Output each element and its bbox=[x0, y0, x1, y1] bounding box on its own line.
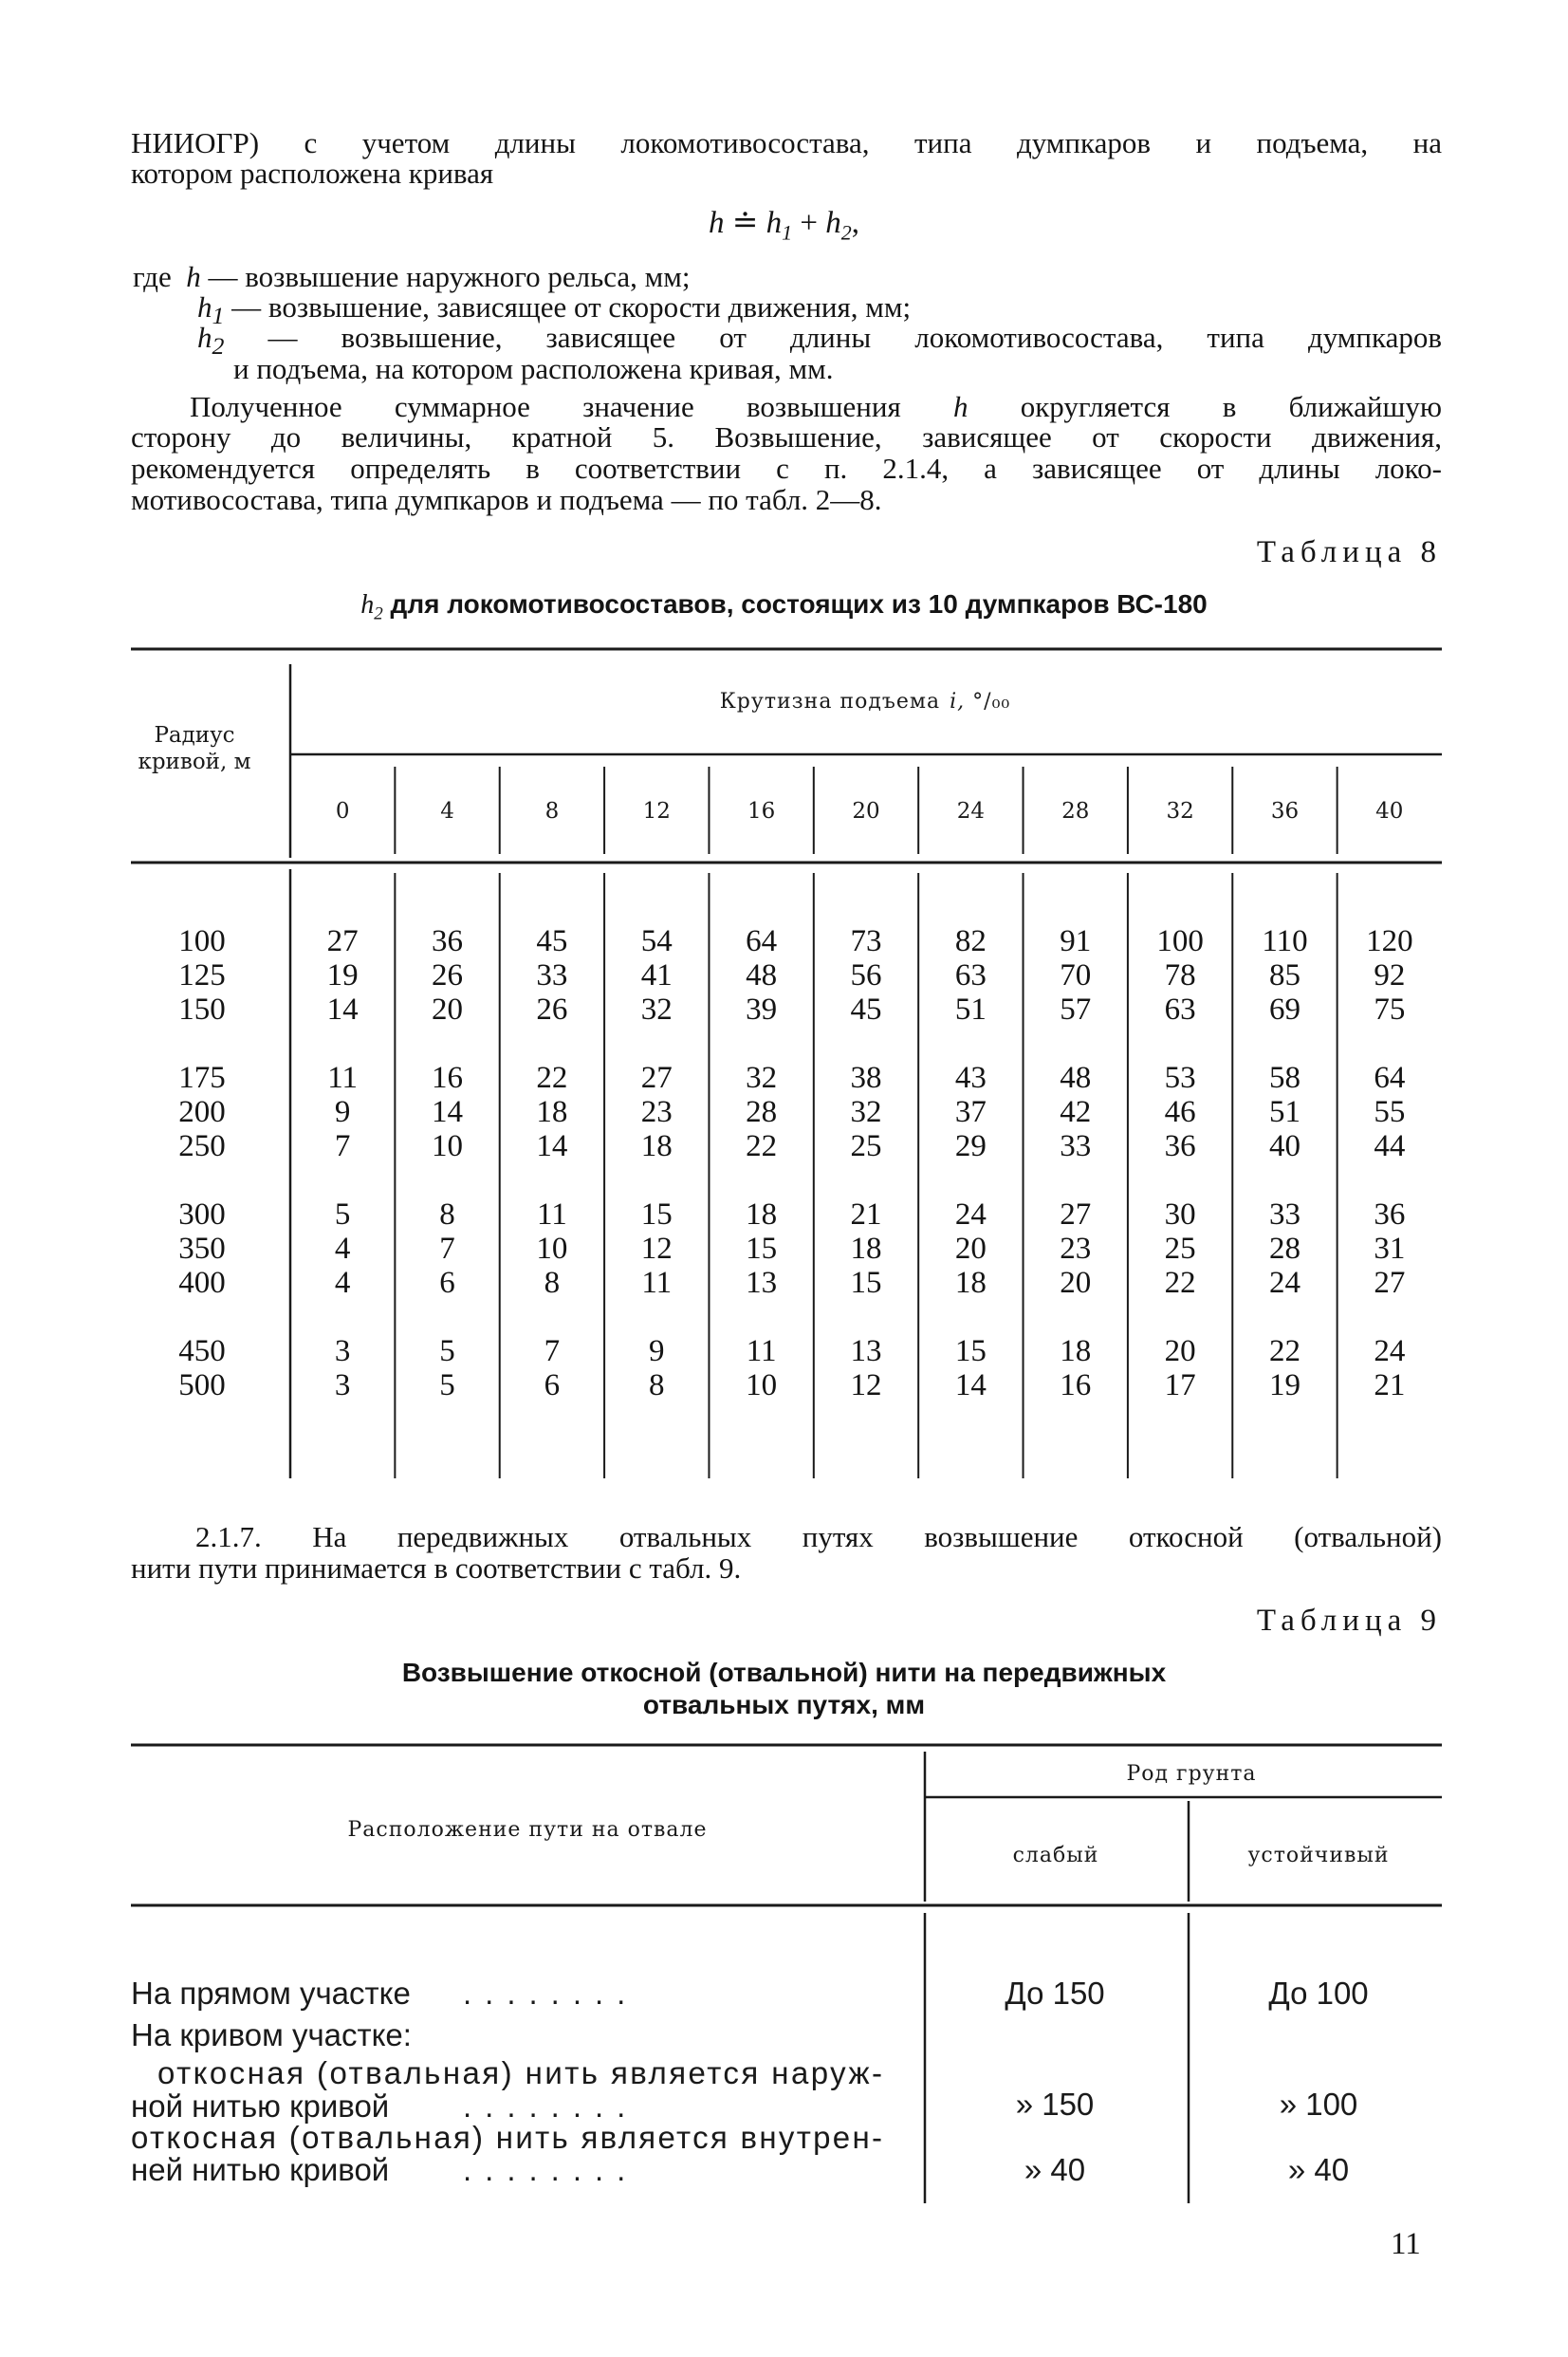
table8-cell: 5 bbox=[334, 1197, 351, 1232]
table8-cell: 20 bbox=[954, 1232, 987, 1266]
table8-cell: 70 bbox=[1060, 958, 1092, 993]
table8-cell: 3 bbox=[334, 1334, 351, 1368]
table8-cell: 32 bbox=[850, 1095, 882, 1129]
table8-cell: 69 bbox=[1268, 993, 1301, 1027]
table8-cell: 18 bbox=[640, 1129, 673, 1163]
table8-cell: 17 bbox=[1164, 1368, 1196, 1402]
table8-cell: 75 bbox=[1374, 993, 1406, 1027]
table8-cell: 6 bbox=[439, 1266, 455, 1300]
table9-row-inner-label-line1: откосная (отвальная) нить является внутрен- bbox=[131, 2120, 882, 2155]
table9-row-inner-stable: » 40 bbox=[1287, 2152, 1350, 2187]
table8-cell: 19 bbox=[326, 958, 359, 993]
table8-cell: 33 bbox=[1060, 1129, 1092, 1163]
table9-row-straight-label: На прямом участке bbox=[131, 1976, 411, 2011]
table8-cell: 28 bbox=[746, 1095, 778, 1129]
table8-cell: 30 bbox=[1164, 1197, 1196, 1232]
table8-cell: 27 bbox=[326, 924, 359, 958]
table8-cell: 11 bbox=[641, 1266, 673, 1300]
intro-line-2: котором расположена кривая bbox=[131, 157, 494, 190]
table8-cell: 20 bbox=[1060, 1266, 1092, 1300]
paragraph2-line-3: рекомендуется определять в соответствии с п. 2.1.4, а зависящее от длины локо- bbox=[131, 452, 1442, 485]
paragraph2-line-4: мотивосостава, типа думпкаров и подъема — по табл. 2—8. bbox=[131, 483, 882, 516]
definition-h: где h — возвышение наружного рельса, мм; bbox=[133, 260, 691, 293]
table8-radius: 150 bbox=[178, 993, 226, 1027]
table8-cell: 11 bbox=[327, 1061, 359, 1095]
table9-col-stable: устойчивый bbox=[1247, 1844, 1390, 1867]
table8-cell: 8 bbox=[439, 1197, 455, 1232]
table8-cell: 64 bbox=[746, 924, 778, 958]
table8-cell: 10 bbox=[746, 1368, 778, 1402]
table8-cell: 44 bbox=[1374, 1129, 1406, 1163]
table8-col-header: 20 bbox=[852, 799, 880, 824]
table9-row-curve-label: На кривом участке: bbox=[131, 2017, 412, 2052]
table8-cell: 120 bbox=[1366, 924, 1413, 958]
table8-col-header: 36 bbox=[1270, 799, 1300, 824]
table8-cell: 7 bbox=[544, 1334, 561, 1368]
table8-row-header-line2: кривой, м bbox=[138, 750, 251, 774]
table8-cell: 9 bbox=[334, 1095, 351, 1129]
table8-cell: 18 bbox=[850, 1232, 882, 1266]
paragraph3-line-1: 2.1.7. На передвижных отвальных путях возвышение откосной (отвальной) bbox=[195, 1520, 1442, 1553]
table8-cell: 14 bbox=[954, 1368, 987, 1402]
table8-radius: 350 bbox=[178, 1232, 226, 1266]
table8-cell: 23 bbox=[640, 1095, 673, 1129]
table8-cell: 33 bbox=[1268, 1197, 1301, 1232]
table8-cell: 22 bbox=[1268, 1334, 1301, 1368]
definition-h1: $h_1$ — возвышение, зависящее от скорости движения, мм; bbox=[197, 290, 912, 330]
table8-radius: 250 bbox=[178, 1129, 226, 1163]
table8-cell: 11 bbox=[537, 1197, 567, 1232]
table8-cell: 14 bbox=[326, 993, 359, 1027]
table8-cell: 45 bbox=[850, 993, 882, 1027]
table8-col-header: 40 bbox=[1375, 799, 1404, 824]
table8-cell: 100 bbox=[1156, 924, 1204, 958]
table8-cell: 8 bbox=[544, 1266, 561, 1300]
table8-cell: 24 bbox=[954, 1197, 987, 1232]
table8-radius: 175 bbox=[178, 1061, 226, 1095]
table8-cell: 5 bbox=[439, 1334, 455, 1368]
table9-row-straight-weak: До 150 bbox=[1005, 1976, 1105, 2011]
table8-cell: 22 bbox=[536, 1061, 568, 1095]
table8-cell: 46 bbox=[1164, 1095, 1196, 1129]
table8-radius: 300 bbox=[178, 1197, 226, 1232]
table8-cell: 51 bbox=[1268, 1095, 1301, 1129]
table9-title-line2: отвальных путях, мм bbox=[642, 1690, 926, 1719]
table8-cell: 21 bbox=[1374, 1368, 1406, 1402]
table8-cell: 63 bbox=[954, 958, 987, 993]
table8-title: $h_2$ для локомотивосоставов, состоящих из 10 думпкаров ВС-180 bbox=[360, 589, 1208, 624]
table8-col-header: 28 bbox=[1061, 799, 1090, 824]
table8-radius: 450 bbox=[178, 1334, 226, 1368]
table9-row-straight-stable: До 100 bbox=[1268, 1976, 1369, 2011]
table8-cell: 91 bbox=[1060, 924, 1092, 958]
table8-cell: 15 bbox=[850, 1266, 882, 1300]
table9-row-outer-weak: » 150 bbox=[1015, 2087, 1095, 2122]
table8-cell: 10 bbox=[432, 1129, 464, 1163]
table8-cell: 26 bbox=[432, 958, 464, 993]
table8-radius: 100 bbox=[178, 924, 226, 958]
table8-radius: 125 bbox=[178, 958, 226, 993]
table8-cell: 19 bbox=[1268, 1368, 1301, 1402]
page-number: 11 bbox=[1391, 2227, 1421, 2261]
table8-col-header: 8 bbox=[544, 799, 560, 824]
table8-cell: 11 bbox=[746, 1334, 777, 1368]
table8-cell: 73 bbox=[850, 924, 882, 958]
table9-row-outer-leader: ........ bbox=[463, 2088, 639, 2124]
table8-cell: 54 bbox=[640, 924, 673, 958]
table8-cell: 18 bbox=[1060, 1334, 1092, 1368]
table8-cell: 64 bbox=[1374, 1061, 1406, 1095]
table8-cell: 38 bbox=[850, 1061, 882, 1095]
table8-cell: 15 bbox=[954, 1334, 987, 1368]
table8-cell: 63 bbox=[1164, 993, 1196, 1027]
table8-cell: 28 bbox=[1268, 1232, 1301, 1266]
table8-cell: 24 bbox=[1374, 1334, 1406, 1368]
table8-cell: 40 bbox=[1268, 1129, 1301, 1163]
table8-cell: 18 bbox=[536, 1095, 568, 1129]
table8-cell: 24 bbox=[1268, 1266, 1301, 1300]
table8-cell: 58 bbox=[1268, 1061, 1301, 1095]
table9-col-location: Расположение пути на отвале bbox=[347, 1818, 708, 1842]
table8-radius: 400 bbox=[178, 1266, 226, 1300]
paragraph2-line-1: Полученное суммарное значение возвышения h округляется в ближайшую bbox=[190, 390, 1442, 423]
table8-cell: 82 bbox=[954, 924, 987, 958]
table9-row-outer-label-line2: ной нитью кривой bbox=[131, 2088, 390, 2124]
table8-cell: 16 bbox=[432, 1061, 464, 1095]
table8-cell: 23 bbox=[1060, 1232, 1092, 1266]
table8-cell: 12 bbox=[640, 1232, 673, 1266]
table8-radius: 500 bbox=[178, 1368, 226, 1402]
table8-cell: 12 bbox=[850, 1368, 882, 1402]
table8-cell: 41 bbox=[640, 958, 673, 993]
table8-cell: 6 bbox=[544, 1368, 561, 1402]
table8-cell: 36 bbox=[432, 924, 464, 958]
table8-cell: 20 bbox=[432, 993, 464, 1027]
table8-cell: 42 bbox=[1060, 1095, 1092, 1129]
paragraph3-line-2: нити пути принимается в соответствии с табл. 9. bbox=[131, 1551, 742, 1585]
table8-cell: 22 bbox=[1164, 1266, 1196, 1300]
table8-cell: 4 bbox=[334, 1232, 351, 1266]
table9-row-outer-label-line1: откосная (отвальная) нить является наруж- bbox=[157, 2055, 882, 2090]
table8-cell: 18 bbox=[746, 1197, 778, 1232]
formula: h ≐ $h_1 + h_2$, bbox=[708, 206, 860, 245]
table9-row-inner-weak: » 40 bbox=[1024, 2152, 1086, 2187]
table8-cell: 36 bbox=[1374, 1197, 1406, 1232]
table8-cell: 32 bbox=[640, 993, 673, 1027]
table8-cell: 8 bbox=[649, 1368, 665, 1402]
table8-cell: 36 bbox=[1164, 1129, 1196, 1163]
table8-caption: Таблица 8 bbox=[1256, 535, 1442, 569]
table9-group-header: Род грунта bbox=[1126, 1762, 1257, 1786]
table8-cell: 27 bbox=[640, 1061, 673, 1095]
table8-cell: 4 bbox=[334, 1266, 351, 1300]
table8-cell: 25 bbox=[1164, 1232, 1196, 1266]
table8-radius: 200 bbox=[178, 1095, 226, 1129]
definition-h2: $h_2$ — возвышение, зависящее от длины локомотивосостава, типа думпкаров bbox=[197, 321, 1443, 361]
table9-row-straight-leader: ........ bbox=[463, 1976, 639, 2011]
table8-col-header: 0 bbox=[335, 799, 350, 824]
table9-caption: Таблица 9 bbox=[1256, 1604, 1442, 1638]
table8-cell: 51 bbox=[954, 993, 987, 1027]
table8-row-header-line1: Радиус bbox=[154, 723, 235, 748]
table8-cell: 16 bbox=[1060, 1368, 1092, 1402]
table8-cell: 45 bbox=[536, 924, 568, 958]
table9-row-inner-label-line2: ней нитью кривой bbox=[131, 2152, 390, 2187]
table8-cell: 5 bbox=[439, 1368, 455, 1402]
table8-cell: 48 bbox=[1060, 1061, 1092, 1095]
table8-col-header: 16 bbox=[747, 799, 776, 824]
table8-cell: 57 bbox=[1060, 993, 1092, 1027]
table8-cell: 48 bbox=[746, 958, 778, 993]
table8-cell: 18 bbox=[954, 1266, 987, 1300]
table8-cell: 21 bbox=[850, 1197, 882, 1232]
table9-row-outer-stable: » 100 bbox=[1279, 2087, 1358, 2122]
table8-group-header: Крутизна подъема i, °/₀₀ bbox=[719, 690, 1011, 714]
table8-cell: 13 bbox=[746, 1266, 778, 1300]
paragraph2-line-2: сторону до величины, кратной 5. Возвышение, зависящее от скорости движения, bbox=[131, 420, 1442, 454]
table8-cell: 10 bbox=[536, 1232, 568, 1266]
table8-cell: 32 bbox=[746, 1061, 778, 1095]
table8-cell: 15 bbox=[746, 1232, 778, 1266]
table8-cell: 3 bbox=[334, 1368, 351, 1402]
table8-cell: 53 bbox=[1164, 1061, 1196, 1095]
table8-cell: 14 bbox=[536, 1129, 568, 1163]
table8-cell: 29 bbox=[954, 1129, 987, 1163]
table8-col-header: 4 bbox=[440, 799, 454, 824]
table8-cell: 92 bbox=[1374, 958, 1406, 993]
table8-cell: 7 bbox=[439, 1232, 455, 1266]
table8-cell: 22 bbox=[746, 1129, 778, 1163]
table8-cell: 9 bbox=[649, 1334, 665, 1368]
table8-cell: 15 bbox=[640, 1197, 673, 1232]
table8-cell: 85 bbox=[1268, 958, 1301, 993]
table8-cell: 31 bbox=[1374, 1232, 1406, 1266]
table8-cell: 26 bbox=[536, 993, 568, 1027]
table8-cell: 20 bbox=[1164, 1334, 1196, 1368]
table9-row-inner-leader: ........ bbox=[463, 2152, 639, 2187]
table8-col-header: 12 bbox=[642, 799, 671, 824]
table8-cell: 27 bbox=[1060, 1197, 1092, 1232]
table8-cell: 37 bbox=[954, 1095, 987, 1129]
table9-col-weak: слабый bbox=[1012, 1844, 1099, 1867]
table8-cell: 7 bbox=[334, 1129, 351, 1163]
definition-h2-cont: и подъема, на котором расположена кривая, мм. bbox=[233, 352, 834, 385]
table8-cell: 110 bbox=[1262, 924, 1308, 958]
table8-cell: 56 bbox=[850, 958, 882, 993]
table9-title-line1: Возвышение откосной (отвальной) нити на передвижных bbox=[401, 1658, 1167, 1687]
table8-cell: 43 bbox=[954, 1061, 987, 1095]
table8-col-header: 24 bbox=[956, 799, 986, 824]
table8-cell: 13 bbox=[850, 1334, 882, 1368]
table8-cell: 33 bbox=[536, 958, 568, 993]
table8-cell: 14 bbox=[432, 1095, 464, 1129]
intro-line-1: НИИОГР) с учетом длины локомотивосостава, типа думпкаров и подъема, на bbox=[131, 126, 1442, 159]
table8-cell: 27 bbox=[1374, 1266, 1406, 1300]
table8-cell: 25 bbox=[850, 1129, 882, 1163]
table8-cell: 55 bbox=[1374, 1095, 1406, 1129]
table8-col-header: 32 bbox=[1166, 799, 1194, 824]
table8-cell: 39 bbox=[746, 993, 778, 1027]
table8-cell: 78 bbox=[1164, 958, 1196, 993]
